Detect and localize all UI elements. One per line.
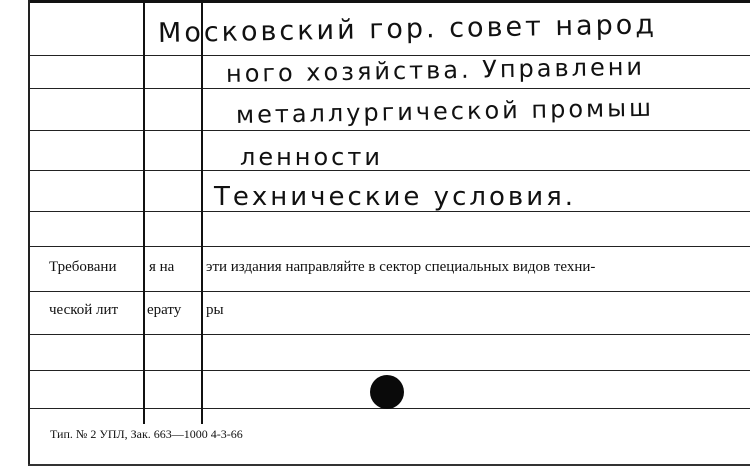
printed-text-row2-col1: ческой лит — [49, 302, 119, 318]
rule-line — [30, 334, 750, 335]
handwritten-line-1: Московский гор. совет народ — [157, 9, 658, 49]
margin-line-right — [201, 0, 203, 424]
printed-text-row1-col1: Требовани — [49, 259, 117, 275]
rule-line — [30, 246, 750, 247]
rule-line — [30, 291, 750, 292]
rule-line — [30, 88, 750, 89]
rule-line — [30, 370, 750, 371]
margin-line-left — [143, 0, 145, 424]
handwritten-line-2: ного хозяйства. Управлени — [225, 52, 646, 88]
rule-line — [30, 130, 750, 131]
card-bottom-edge — [28, 464, 750, 466]
printed-text-row1-col3: эти издания направляйте в сектор специальных видов техни- — [206, 259, 596, 275]
card-top-edge — [28, 0, 750, 3]
print-imprint: Тип. № 2 УПЛ, Зак. 663—1000 4-3-66 — [50, 427, 243, 441]
ink-blot — [370, 375, 404, 409]
handwritten-line-3: металлургической промыш — [235, 93, 655, 129]
printed-text-row1-col2: я на — [149, 259, 175, 275]
card-left-edge — [28, 0, 30, 466]
handwritten-line-5: Технические условия. — [214, 182, 577, 212]
printed-text-row2-col3: ры — [206, 302, 224, 318]
rule-line — [30, 170, 750, 171]
printed-text-row2-col2: ерату — [147, 302, 182, 318]
handwritten-line-4: ленности — [240, 143, 383, 171]
